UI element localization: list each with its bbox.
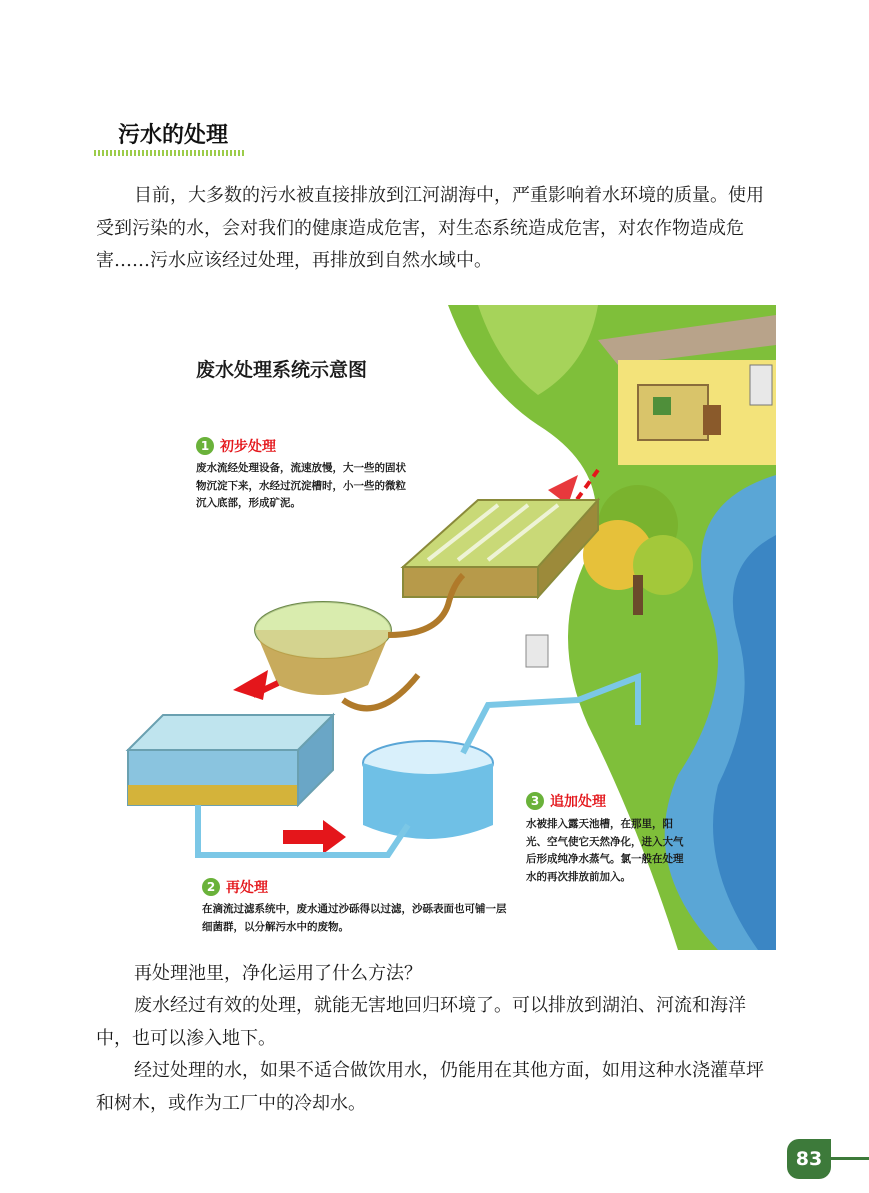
intro-paragraph: 目前，大多数的污水被直接排放到江河湖海中，严重影响着水环境的质量。使用受到污染的水，会对我们的健康造成危害，对生态系统造成危害，对农作物造成危害……污水应该经过处理，再排放到自然水域中。 bbox=[96, 185, 764, 271]
step-1-title: 初步处理 bbox=[220, 439, 276, 455]
body-paragraph-3: 经过处理的水，如果不适合做饮用水，仍能用在其他方面，如用这种水浇灌草坪和树木，或作为工厂中的冷却水。 bbox=[96, 1060, 764, 1114]
diagram-title: 废水处理系统示意图 bbox=[196, 359, 368, 381]
settling-tank bbox=[403, 500, 598, 597]
body-paragraph-2: 废水经过有效的处理，就能无害地回归环境了。可以排放到湖泊、河流和海洋中，也可以渗入地下。 bbox=[96, 995, 746, 1049]
step-2-text: 在滴流过滤系统中，废水通过沙砾得以过滤，沙砾表面也可铺一层细菌群，以分解污水中的废物。 bbox=[202, 903, 507, 933]
step-1-heading bbox=[196, 436, 276, 456]
step-2-number: 2 bbox=[202, 878, 220, 896]
step-1-text: 废水流经处理设备，流速放慢，大一些的固状物沉淀下来，水经过沉淀槽时，小一些的微粒沉入底部，形成矿泥。 bbox=[196, 462, 406, 509]
step-2-heading bbox=[202, 877, 268, 897]
trickling-filter bbox=[128, 715, 333, 805]
step-3-number: 3 bbox=[526, 792, 544, 810]
section-title: 污水的处理 bbox=[118, 123, 229, 148]
step-3-text: 水被排入露天池槽，在那里，阳光、空气使它天然净化，进入大气后形成纯净水蒸气。氯一般在处理水的再次排放前加入。 bbox=[526, 818, 684, 883]
page-number-line bbox=[831, 1157, 869, 1160]
step-2-title: 再处理 bbox=[226, 880, 268, 896]
aeration-pool bbox=[363, 741, 493, 839]
step-3-title: 追加处理 bbox=[550, 794, 606, 810]
title-underline bbox=[94, 150, 244, 156]
step-3-heading bbox=[526, 791, 606, 811]
step-1-number: 1 bbox=[196, 437, 214, 455]
question-paragraph: 再处理池里，净化运用了什么方法？ bbox=[134, 963, 422, 984]
page-number-badge: 83 bbox=[787, 1139, 831, 1179]
wastewater-diagram bbox=[118, 305, 776, 950]
house bbox=[598, 315, 776, 465]
